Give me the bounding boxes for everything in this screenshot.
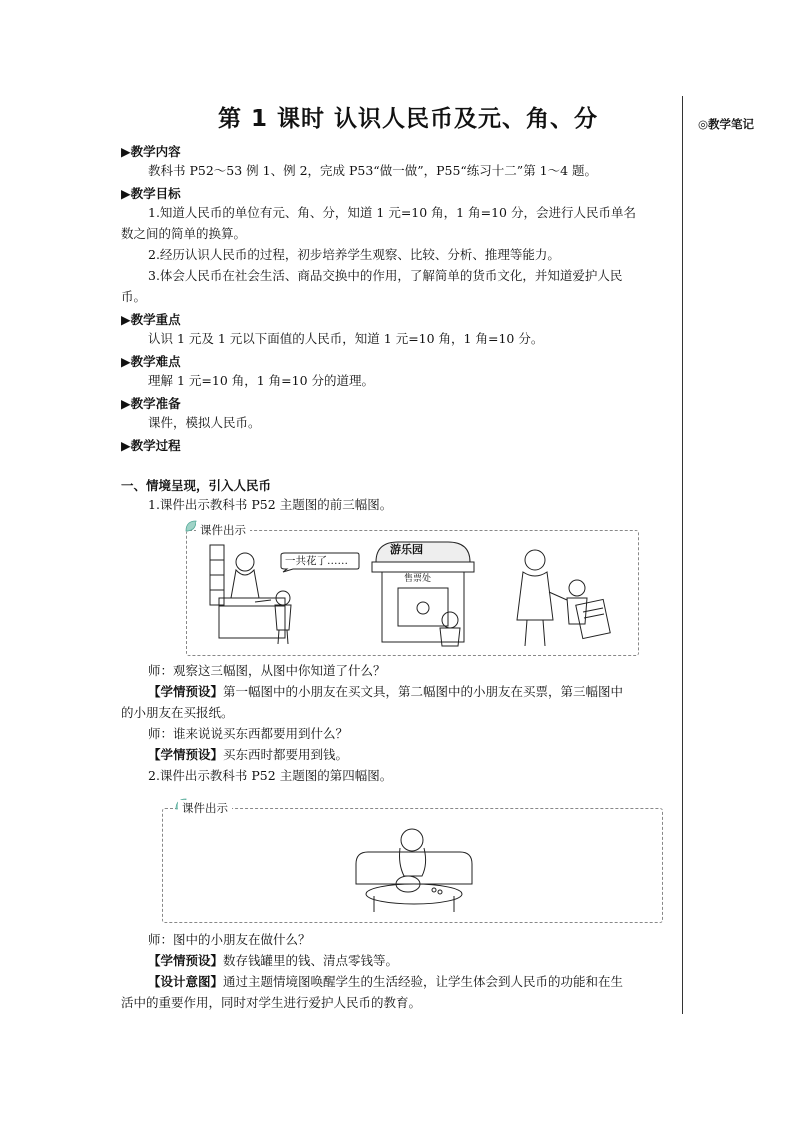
goal-3-line-1: 3.体会人民币在社会生活、商品交换中的作用，了解简单的货币文化，并知道爱护人民	[148, 268, 623, 283]
heading-process: ▶教学过程	[121, 438, 181, 453]
answer-1-line-1	[148, 681, 623, 702]
speech-bubble-text: 一共花了……	[285, 555, 348, 567]
answer-3-tag: 【学情预设】	[148, 953, 224, 968]
answer-2-text: 买东西时都要用到钱。	[223, 747, 349, 762]
question-1: 师：观察这三幅图，从图中你知道了什么？	[148, 663, 386, 678]
difficulties-text: 理解 1 元=10 角，1 角=10 分的道理。	[148, 373, 375, 388]
heading-content: ▶教学内容	[121, 144, 181, 159]
illustration-newspaper-stand	[505, 540, 615, 650]
step-1: 1.课件出示教科书 P52 主题图的前三幅图。	[148, 497, 393, 512]
goal-1-line-2: 数之间的简单的换算。	[121, 226, 247, 241]
answer-2	[148, 744, 348, 765]
sign-amusement-park: 游乐园	[390, 543, 423, 556]
question-3: 师：图中的小朋友在做什么？	[148, 932, 311, 947]
answer-1-text: 第一幅图中的小朋友在买文具，第二幅图中的小朋友在买票，第三幅图中	[223, 684, 624, 699]
goal-1-line-1: 1.知道人民币的单位有元、角、分，知道 1 元=10 角，1 角=10 分，会进行人民币单名	[148, 205, 636, 220]
heading-preparation: ▶教学准备	[121, 396, 181, 411]
margin-divider	[682, 96, 683, 1014]
step-2: 2.课件出示教科书 P52 主题图的第四幅图。	[148, 768, 393, 783]
design-intent-line-2: 活中的重要作用，同时对学生进行爱护人民币的教育。	[121, 995, 422, 1010]
content-text: 教科书 P52～53 例 1、例 2，完成 P53“做一做”，P55“练习十二”第 1～4 题。	[148, 163, 598, 178]
illustration-piggy-bank	[352, 824, 476, 916]
heading-key-points: ▶教学重点	[121, 312, 181, 327]
part-1-heading: 一、情境呈现，引入人民币	[121, 478, 272, 493]
illustration-ticket-booth	[368, 538, 478, 650]
heading-goals: ▶教学目标	[121, 186, 181, 201]
answer-1-line-2: 的小朋友在买报纸。	[121, 705, 234, 720]
page-title: 第 1 课时 认识人民币及元、角、分	[218, 106, 599, 132]
question-2: 师：谁来说说买东西都要用到什么？	[148, 726, 349, 741]
answer-2-tag: 【学情预设】	[148, 747, 224, 762]
preparation-text: 课件，模拟人民币。	[148, 415, 261, 430]
courseware-label-1: 课件出示	[196, 522, 250, 538]
design-intent-text: 通过主题情境图唤醒学生的生活经验，让学生体会到人民币的功能和在生	[223, 974, 624, 989]
key-points-text: 认识 1 元及 1 元以下面值的人民币，知道 1 元=10 角，1 角=10 分。	[148, 331, 544, 346]
goal-3-line-2: 币。	[121, 289, 147, 304]
design-intent-line-1	[148, 971, 623, 992]
design-intent-tag: 【设计意图】	[148, 974, 224, 989]
sign-ticket-office: 售票处	[404, 574, 432, 584]
answer-3	[148, 950, 398, 971]
answer-3-text: 数存钱罐里的钱、清点零钱等。	[223, 953, 399, 968]
heading-difficulties: ▶教学难点	[121, 354, 181, 369]
notes-column-label: ◎教学笔记	[698, 117, 755, 131]
goal-2: 2.经历认识人民币的过程，初步培养学生观察、比较、分析、推理等能力。	[148, 247, 560, 262]
answer-1-tag: 【学情预设】	[148, 684, 224, 699]
courseware-label-2: 课件出示	[178, 800, 232, 816]
